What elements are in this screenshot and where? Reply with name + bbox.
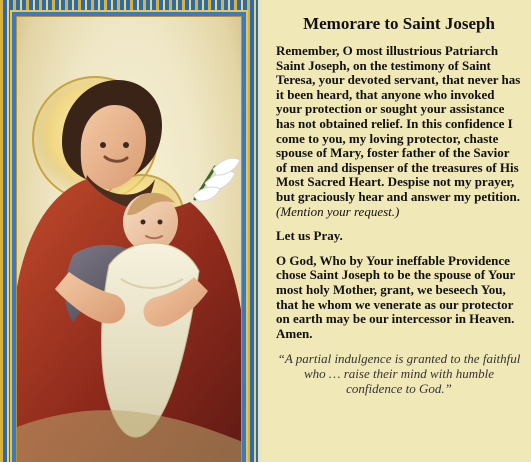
prayer-card	[262, 0, 531, 462]
prayer-paragraph-3-end: Amen.	[276, 325, 313, 341]
holy-card-image	[0, 0, 258, 462]
prayer-content	[276, 14, 522, 396]
prayer-paragraph-3-text: O God, Who by Your ineffable Providence chose Saint Joseph to be the spouse of Your most holy Mother, grant, we beseech You, that he whom we venerate as our protector on earth may be our intercessor in Heaven.	[276, 252, 516, 327]
prayer-paragraph-1-text: Remember, O most illustrious Patriarch Saint Joseph, on the testimony of Saint Teresa, your devoted servant, that never has it been heard, that anyone who invoked your protection or sought your assistance has not obtained relief. In this confidence I come to you, my loving protector, chaste spouse of Mary, foster father of the Savior of men and dispenser of the treasures of His Most Sacred Heart. Despise not my prayer, but graciously hear and answer my petition.	[276, 43, 521, 204]
prayer-paragraph-2: Let us Pray.	[276, 228, 343, 244]
saint-joseph-with-child-icon	[16, 16, 242, 462]
prayer-paragraph-1-note: (Mention your request.)	[276, 203, 400, 219]
prayer-paragraph-1	[276, 44, 522, 219]
indulgence-note: “A partial indulgence is granted to the faithful who … raise their mind with humble confidence to God.”	[277, 351, 521, 397]
prayer-paragraph-3	[276, 254, 522, 342]
prayer-title: Memorare to Saint Joseph	[303, 14, 495, 33]
